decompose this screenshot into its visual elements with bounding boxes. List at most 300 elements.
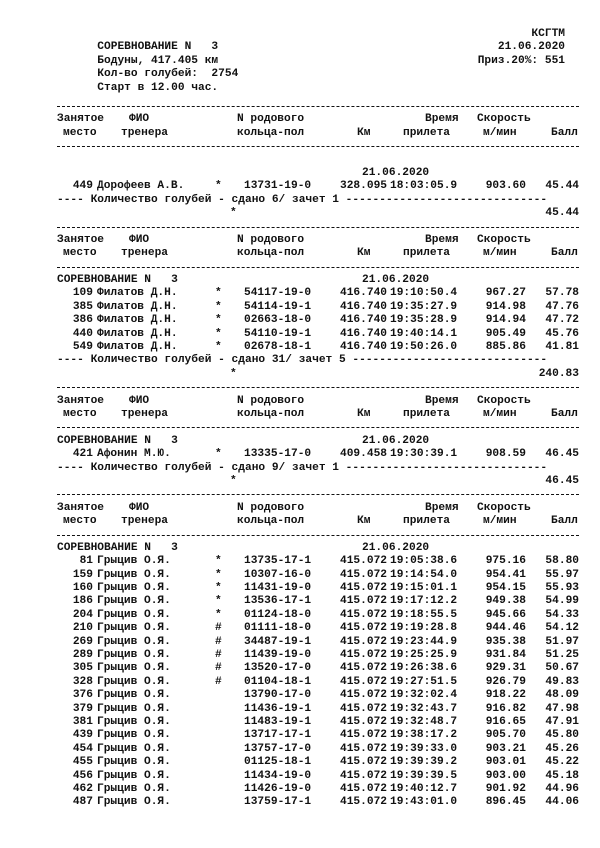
column-header-row-1: [57, 234, 579, 247]
score-cell: 57.78: [545, 287, 579, 300]
ring-cell: 54110-19-1: [244, 327, 312, 340]
speed-cell: 918.22: [485, 689, 526, 702]
ring-cell: 11436-19-1: [244, 702, 312, 715]
ring-cell: 13731-19-0: [244, 180, 312, 193]
trainer-cell: Грыцив О.Я.: [97, 662, 171, 675]
mark-cell: *: [215, 327, 222, 340]
column-header: Занятое: [57, 394, 104, 407]
arrival-time-cell: 19:32:48.7: [390, 715, 458, 728]
mark-cell: #: [215, 662, 222, 675]
section-title-row: [57, 167, 579, 180]
ring-cell: 11434-19-0: [244, 769, 312, 782]
place-cell: 455: [72, 756, 93, 769]
distance-cell: 415.072: [340, 742, 387, 755]
ring-cell: 01111-18-0: [244, 622, 312, 635]
trainer-cell: Грыцив О.Я.: [97, 675, 171, 688]
place-cell: 289: [72, 649, 93, 662]
arrival-time-cell: 19:18:55.5: [390, 608, 458, 621]
column-header: место: [63, 515, 97, 528]
table-row: [57, 609, 579, 622]
table-row: [57, 595, 579, 608]
ring-cell: 02678-18-1: [244, 341, 312, 354]
total-score: 45.44: [545, 207, 579, 220]
speed-cell: 903.60: [485, 180, 526, 193]
column-header: Занятое: [57, 233, 104, 246]
speed-cell: 903.21: [485, 742, 526, 755]
trainer-cell: Грыцив О.Я.: [97, 622, 171, 635]
section-title: СОРЕВНОВАНИЕ N 3: [57, 274, 178, 287]
section-date: 21.06.2020: [362, 166, 430, 179]
trainer-cell: Грыцив О.Я.: [97, 635, 171, 648]
place-cell: 439: [72, 729, 93, 742]
column-header: место: [63, 126, 97, 139]
arrival-time-cell: 19:39:39.2: [390, 756, 458, 769]
score-cell: 55.93: [545, 582, 579, 595]
mark-cell: *: [215, 287, 222, 300]
place-cell: 81: [79, 555, 93, 568]
speed-cell: 975.16: [485, 555, 526, 568]
column-header: Км: [357, 407, 371, 420]
column-header: Время: [425, 113, 459, 126]
header-row-3: [57, 54, 565, 81]
trainer-cell: Грыцив О.Я.: [97, 568, 171, 581]
speed-cell: 944.46: [485, 622, 526, 635]
score-cell: 47.76: [545, 300, 579, 313]
column-header-row-2: [57, 408, 579, 421]
mark-cell: #: [215, 635, 222, 648]
distance-cell: 415.072: [340, 635, 387, 648]
dashed-rule: [57, 488, 579, 501]
column-header-row-1: [57, 395, 579, 408]
arrival-time-cell: 19:19:28.8: [390, 622, 458, 635]
distance-cell: 415.072: [340, 715, 387, 728]
ring-cell: 13759-17-1: [244, 796, 312, 809]
place-cell: 305: [72, 662, 93, 675]
trainer-cell: Филатов Д.Н.: [97, 300, 178, 313]
column-header: ФИО: [129, 394, 150, 407]
place-cell: 462: [72, 782, 93, 795]
score-cell: 46.45: [545, 448, 579, 461]
table-row: [57, 314, 579, 327]
ring-cell: 01124-18-0: [244, 608, 312, 621]
mark-cell: *: [215, 314, 222, 327]
score-cell: 45.44: [545, 180, 579, 193]
speed-cell: 926.79: [485, 675, 526, 688]
column-header: Занятое: [57, 113, 104, 126]
score-cell: 45.18: [545, 769, 579, 782]
distance-cell: 416.740: [340, 341, 387, 354]
column-header-row-2: [57, 515, 579, 528]
speed-cell: 901.92: [485, 782, 526, 795]
ring-cell: 11483-19-1: [244, 715, 312, 728]
table-row: [57, 770, 579, 783]
mark-cell: *: [215, 180, 222, 193]
arrival-time-cell: 19:32:43.7: [390, 702, 458, 715]
column-header: ФИО: [129, 233, 150, 246]
arrival-time-cell: 19:14:54.0: [390, 568, 458, 581]
release-point: Бодуны, 417.405 км: [97, 54, 219, 67]
place-cell: 160: [72, 582, 93, 595]
results-tables: [57, 100, 579, 810]
ring-cell: 10307-16-0: [244, 568, 312, 581]
distance-cell: 415.072: [340, 662, 387, 675]
speed-cell: 905.70: [485, 729, 526, 742]
distance-cell: 415.072: [340, 729, 387, 742]
score-cell: 51.97: [545, 635, 579, 648]
table-row: [57, 341, 579, 354]
score-cell: 51.25: [545, 649, 579, 662]
score-cell: 48.09: [545, 689, 579, 702]
trainer-cell: Грыцив О.Я.: [97, 769, 171, 782]
column-header: прилета: [403, 126, 450, 139]
ring-cell: 34487-19-1: [244, 635, 312, 648]
mark-cell: *: [215, 595, 222, 608]
speed-cell: 914.98: [485, 300, 526, 313]
column-header: м/мин: [483, 247, 517, 260]
report-header: [57, 28, 565, 94]
mark-cell: *: [215, 582, 222, 595]
trainer-cell: Филатов Д.Н.: [97, 341, 178, 354]
speed-cell: 903.01: [485, 756, 526, 769]
dashed-rule: [57, 261, 579, 274]
table-row: [57, 287, 579, 300]
table-row: [57, 180, 579, 193]
column-header: Время: [425, 233, 459, 246]
column-header: прилета: [403, 407, 450, 420]
table-row: [57, 636, 579, 649]
speed-cell: 914.94: [485, 314, 526, 327]
place-cell: 456: [72, 769, 93, 782]
column-header: ФИО: [129, 501, 150, 514]
distance-cell: 328.095: [340, 180, 387, 193]
arrival-time-cell: 19:38:17.2: [390, 729, 458, 742]
arrival-time-cell: 19:25:25.9: [390, 649, 458, 662]
column-header: Время: [425, 394, 459, 407]
trainer-cell: Грыцив О.Я.: [97, 555, 171, 568]
speed-cell: 908.59: [485, 448, 526, 461]
mark-cell: #: [215, 622, 222, 635]
speed-cell: 945.66: [485, 608, 526, 621]
trainer-cell: Грыцив О.Я.: [97, 649, 171, 662]
table-row: [57, 729, 579, 742]
column-header: место: [63, 247, 97, 260]
table-row: [57, 743, 579, 756]
arrival-time-cell: 19:17:12.2: [390, 595, 458, 608]
start-time: Старт в 12.00 час.: [97, 81, 219, 94]
speed-cell: 916.82: [485, 702, 526, 715]
table-row: [57, 301, 579, 314]
score-cell: 45.26: [545, 742, 579, 755]
column-header: Время: [425, 501, 459, 514]
total-row: [57, 475, 579, 488]
column-header: Скорость: [477, 113, 531, 126]
distance-cell: 415.072: [340, 702, 387, 715]
trainer-cell: Грыцив О.Я.: [97, 689, 171, 702]
table-row: [57, 716, 579, 729]
ring-cell: 01104-18-1: [244, 675, 312, 688]
column-header: Скорость: [477, 501, 531, 514]
arrival-time-cell: 19:50:26.0: [390, 341, 458, 354]
club-name: КСГТМ: [531, 28, 565, 40]
trainer-cell: Филатов Д.Н.: [97, 287, 178, 300]
ring-cell: 01125-18-1: [244, 756, 312, 769]
distance-cell: 415.072: [340, 582, 387, 595]
place-cell: 159: [72, 568, 93, 581]
total-mark: *: [230, 207, 237, 220]
ring-cell: 13790-17-0: [244, 689, 312, 702]
race-date: 21.06.2020: [497, 41, 565, 54]
table-row: [57, 756, 579, 769]
speed-cell: 931.84: [485, 649, 526, 662]
column-header: м/мин: [483, 407, 517, 420]
column-header: N родового: [237, 394, 305, 407]
score-cell: 54.12: [545, 622, 579, 635]
summary-row: [57, 462, 579, 475]
column-header: Скорость: [477, 233, 531, 246]
score-cell: 47.91: [545, 715, 579, 728]
table-row: [57, 555, 579, 568]
column-header-row-1: [57, 113, 579, 126]
column-header: кольца-пол: [237, 126, 305, 139]
trainer-cell: Грыцив О.Я.: [97, 796, 171, 809]
distance-cell: 415.072: [340, 675, 387, 688]
speed-cell: 935.38: [485, 635, 526, 648]
competition-title: СОРЕВНОВАНИЕ N 3: [97, 41, 219, 54]
column-header: Км: [357, 126, 371, 139]
mark-cell: *: [215, 608, 222, 621]
section-title-row: [57, 274, 579, 287]
place-cell: 204: [72, 608, 93, 621]
speed-cell: 903.00: [485, 769, 526, 782]
section-date: 21.06.2020: [362, 541, 430, 554]
section-date: 21.06.2020: [362, 274, 430, 287]
trainer-cell: Грыцив О.Я.: [97, 729, 171, 742]
ring-cell: 13536-17-1: [244, 595, 312, 608]
distance-cell: 415.072: [340, 796, 387, 809]
column-header: N родового: [237, 501, 305, 514]
prize-count: Приз.20%: 551: [477, 54, 565, 67]
place-cell: 549: [72, 341, 93, 354]
column-header-row-2: [57, 127, 579, 140]
place-cell: 487: [72, 796, 93, 809]
place-cell: 109: [72, 287, 93, 300]
score-cell: 45.76: [545, 327, 579, 340]
arrival-time-cell: 19:39:39.5: [390, 769, 458, 782]
table-row: [57, 582, 579, 595]
column-header: прилета: [403, 247, 450, 260]
arrival-time-cell: 19:35:27.9: [390, 300, 458, 313]
arrival-time-cell: 19:35:28.9: [390, 314, 458, 327]
place-cell: 421: [72, 448, 93, 461]
ring-cell: 11439-19-0: [244, 649, 312, 662]
ring-cell: 54114-19-1: [244, 300, 312, 313]
score-cell: 45.22: [545, 756, 579, 769]
total-mark: *: [230, 367, 237, 380]
place-cell: 381: [72, 715, 93, 728]
ring-cell: 54117-19-0: [244, 287, 312, 300]
distance-cell: 416.740: [340, 327, 387, 340]
column-header-row-2: [57, 247, 579, 260]
column-header: Балл: [551, 247, 578, 260]
column-header: Скорость: [477, 394, 531, 407]
distance-cell: 415.072: [340, 769, 387, 782]
table-row: [57, 649, 579, 662]
place-cell: 376: [72, 689, 93, 702]
place-cell: 440: [72, 327, 93, 340]
place-cell: 449: [72, 180, 93, 193]
column-header: прилета: [403, 515, 450, 528]
column-header: место: [63, 407, 97, 420]
mark-cell: #: [215, 675, 222, 688]
place-cell: 379: [72, 702, 93, 715]
result-section: [57, 221, 579, 382]
distance-cell: 415.072: [340, 649, 387, 662]
distance-cell: 416.740: [340, 314, 387, 327]
trainer-cell: Грыцив О.Я.: [97, 742, 171, 755]
distance-cell: 415.072: [340, 756, 387, 769]
place-cell: 210: [72, 622, 93, 635]
column-header: Балл: [551, 126, 578, 139]
score-cell: 41.81: [545, 341, 579, 354]
arrival-time-cell: 19:32:02.4: [390, 689, 458, 702]
speed-cell: 885.86: [485, 341, 526, 354]
mark-cell: #: [215, 649, 222, 662]
table-row: [57, 796, 579, 809]
result-section: [57, 381, 579, 488]
distance-cell: 415.072: [340, 689, 387, 702]
section-date: 21.06.2020: [362, 434, 430, 447]
distance-cell: 415.072: [340, 782, 387, 795]
distance-cell: 415.072: [340, 608, 387, 621]
arrival-time-cell: 19:05:38.6: [390, 555, 458, 568]
distance-cell: 415.072: [340, 595, 387, 608]
place-cell: 269: [72, 635, 93, 648]
table-row: [57, 676, 579, 689]
table-row: [57, 662, 579, 675]
ring-cell: 02663-18-0: [244, 314, 312, 327]
speed-cell: 954.41: [485, 568, 526, 581]
trainer-cell: Грыцив О.Я.: [97, 756, 171, 769]
ring-cell: 13335-17-0: [244, 448, 312, 461]
result-section: [57, 100, 579, 221]
column-header: тренера: [121, 247, 168, 260]
total-row: [57, 207, 579, 220]
spacer: [57, 154, 579, 167]
summary-text: ---- Количество голубей - сдано 9/ зачет 1 ------------------------------: [57, 461, 548, 474]
trainer-cell: Филатов Д.Н.: [97, 314, 178, 327]
speed-cell: 929.31: [485, 662, 526, 675]
section-title-row: [57, 542, 579, 555]
table-row: [57, 622, 579, 635]
score-cell: 54.99: [545, 595, 579, 608]
column-header: Км: [357, 515, 371, 528]
pigeon-count: Кол-во голубей: 2754: [97, 68, 239, 81]
speed-cell: 967.27: [485, 287, 526, 300]
dashed-rule: [57, 529, 579, 542]
dashed-rule: [57, 221, 579, 234]
summary-text: ---- Количество голубей - сдано 6/ зачет 1 ------------------------------: [57, 193, 548, 206]
total-score: 46.45: [545, 474, 579, 487]
total-row: [57, 368, 579, 381]
score-cell: 55.97: [545, 568, 579, 581]
column-header: Балл: [551, 515, 578, 528]
summary-row: [57, 354, 579, 367]
mark-cell: *: [215, 448, 222, 461]
distance-cell: 415.072: [340, 622, 387, 635]
score-cell: 44.96: [545, 782, 579, 795]
arrival-time-cell: 19:26:38.6: [390, 662, 458, 675]
table-row: [57, 703, 579, 716]
score-cell: 47.72: [545, 314, 579, 327]
trainer-cell: Грыцив О.Я.: [97, 608, 171, 621]
result-section: [57, 488, 579, 809]
trainer-cell: Афонин М.Ю.: [97, 448, 171, 461]
score-cell: 47.98: [545, 702, 579, 715]
mark-cell: *: [215, 341, 222, 354]
score-cell: 58.80: [545, 555, 579, 568]
arrival-time-cell: 19:30:39.1: [390, 448, 458, 461]
mark-cell: *: [215, 555, 222, 568]
column-header: тренера: [121, 407, 168, 420]
speed-cell: 916.65: [485, 715, 526, 728]
arrival-time-cell: 19:15:01.1: [390, 582, 458, 595]
column-header: кольца-пол: [237, 247, 305, 260]
arrival-time-cell: 19:27:51.5: [390, 675, 458, 688]
trainer-cell: Грыцив О.Я.: [97, 715, 171, 728]
place-cell: 328: [72, 675, 93, 688]
arrival-time-cell: 19:40:14.1: [390, 327, 458, 340]
distance-cell: 415.072: [340, 555, 387, 568]
trainer-cell: Дорофеев А.В.: [97, 180, 185, 193]
distance-cell: 415.072: [340, 568, 387, 581]
mark-cell: *: [215, 568, 222, 581]
speed-cell: 896.45: [485, 796, 526, 809]
total-mark: *: [230, 474, 237, 487]
column-header: кольца-пол: [237, 407, 305, 420]
table-row: [57, 569, 579, 582]
trainer-cell: Грыцив О.Я.: [97, 702, 171, 715]
dashed-rule: [57, 140, 579, 153]
speed-cell: 949.38: [485, 595, 526, 608]
distance-cell: 416.740: [340, 300, 387, 313]
table-row: [57, 448, 579, 461]
place-cell: 186: [72, 595, 93, 608]
trainer-cell: Грыцив О.Я.: [97, 782, 171, 795]
arrival-time-cell: 19:40:12.7: [390, 782, 458, 795]
total-score: 240.83: [538, 367, 579, 380]
ring-cell: 13757-17-0: [244, 742, 312, 755]
table-row: [57, 328, 579, 341]
ring-cell: 11426-19-0: [244, 782, 312, 795]
place-cell: 386: [72, 314, 93, 327]
speed-cell: 954.15: [485, 582, 526, 595]
distance-cell: 409.458: [340, 448, 387, 461]
ring-cell: 11431-19-0: [244, 582, 312, 595]
column-header: тренера: [121, 515, 168, 528]
summary-text: ---- Количество голубей - сдано 31/ зачет 5 -----------------------------: [57, 354, 548, 367]
column-header: ФИО: [129, 113, 150, 126]
arrival-time-cell: 19:10:50.4: [390, 287, 458, 300]
column-header: тренера: [121, 126, 168, 139]
trainer-cell: Грыцив О.Я.: [97, 582, 171, 595]
trainer-cell: Филатов Д.Н.: [97, 327, 178, 340]
score-cell: 44.06: [545, 796, 579, 809]
ring-cell: 13717-17-1: [244, 729, 312, 742]
distance-cell: 416.740: [340, 287, 387, 300]
ring-cell: 13735-17-1: [244, 555, 312, 568]
arrival-time-cell: 19:23:44.9: [390, 635, 458, 648]
column-header: кольца-пол: [237, 515, 305, 528]
